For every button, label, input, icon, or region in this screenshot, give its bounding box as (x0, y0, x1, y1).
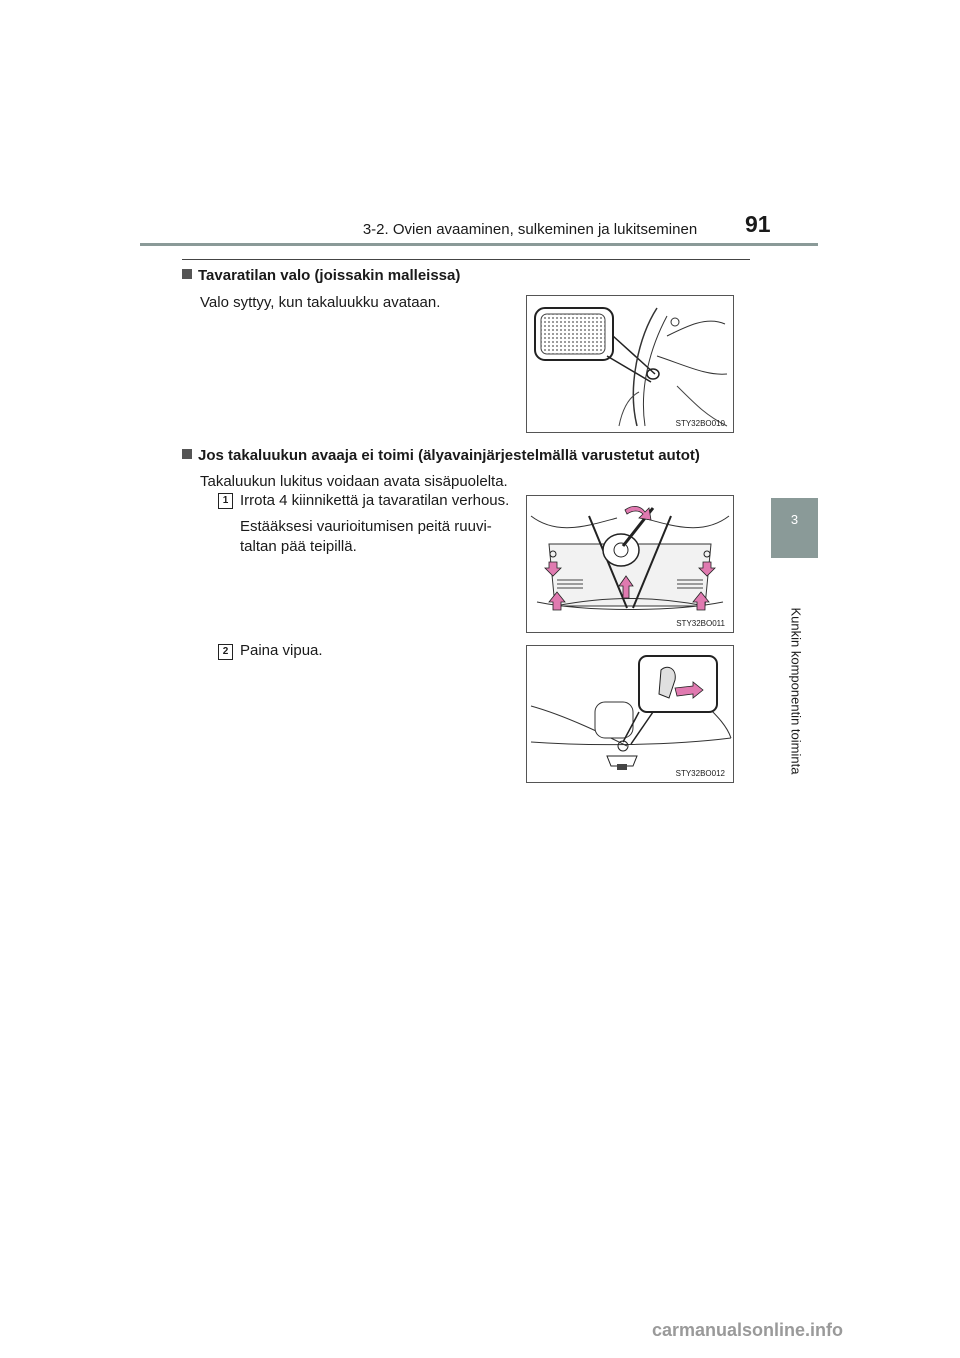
step-number-1: 1 (218, 493, 233, 509)
watermark: carmanualsonline.info (652, 1320, 844, 1340)
page-number: 91 (745, 211, 771, 237)
step-note-line: Estääksesi vaurioitumisen peitä ruuvi- (240, 518, 492, 535)
section-heading-opener-fails (182, 447, 700, 464)
figure-luggage-light (526, 295, 734, 433)
section-heading-luggage-light (182, 267, 460, 284)
figure-code: STY32BO012 (675, 769, 725, 778)
square-bullet-icon (182, 449, 192, 459)
step-number-2: 2 (218, 644, 233, 660)
step-text: Paina vipua. (240, 642, 323, 659)
section-text: Valo syttyy, kun takaluukku avataan. (200, 294, 441, 311)
section-heading-text: Tavaratilan valo (joissakin malleissa) (198, 267, 461, 284)
luggage-light-illustration (527, 296, 733, 432)
step-text: Irrota 4 kiinnikettä ja tavaratilan verhous. (240, 492, 510, 509)
figure-trim-removal (526, 495, 734, 633)
lever-illustration (527, 646, 733, 782)
header-rule (140, 243, 818, 246)
step-note-line: taltan pää teipillä. (240, 538, 357, 555)
chapter-tab: 3 (771, 498, 818, 558)
square-bullet-icon (182, 269, 192, 279)
figure-lever (526, 645, 734, 783)
section-rule (182, 259, 750, 260)
figure-code: STY32BO011 (676, 619, 725, 628)
figure-code: STY32BO010 (675, 419, 725, 428)
section-heading-text: Jos takaluukun avaaja ei toimi (älyavainjärjestelmällä varustetut autot) (198, 447, 700, 464)
chapter-side-label: Kunkin komponentin toiminta (788, 607, 804, 775)
trim-removal-illustration (527, 496, 733, 632)
section-text: Takaluukun lukitus voidaan avata sisäpuolelta. (200, 473, 508, 490)
chapter-title: 3-2. Ovien avaaminen, sulkeminen ja lukitseminen (362, 221, 698, 238)
